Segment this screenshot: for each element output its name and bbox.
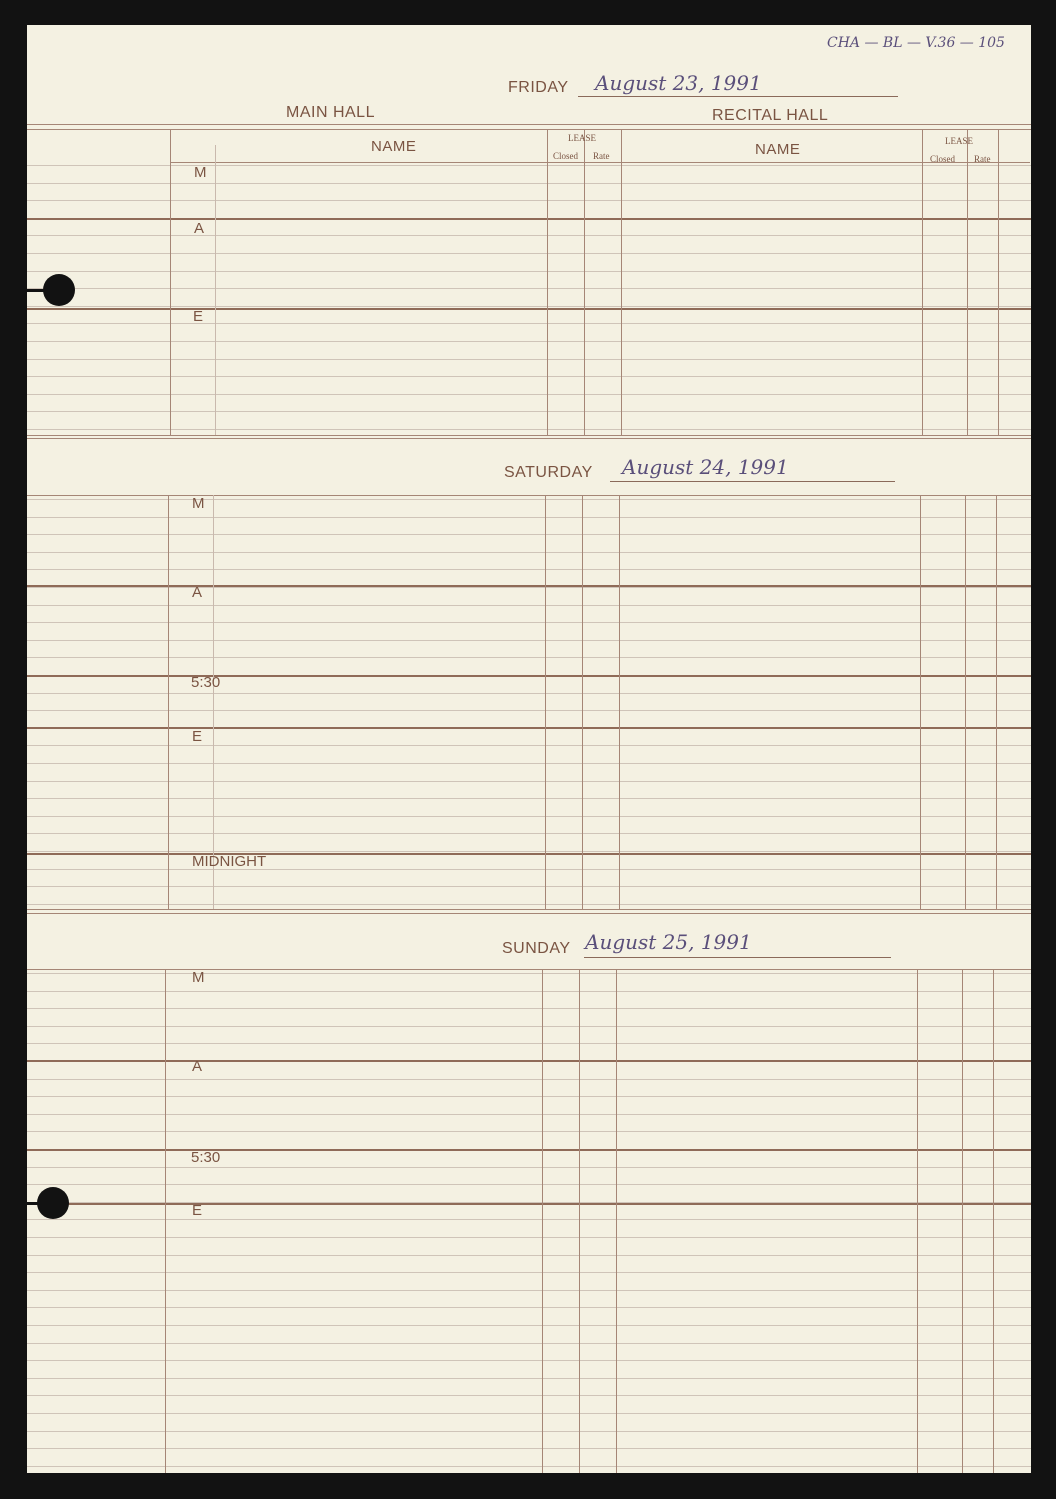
ruled-line [27, 1378, 1031, 1379]
ruled-line [27, 1466, 1031, 1467]
friday-slot-a: A [194, 220, 205, 237]
ruled-line [27, 1360, 1031, 1361]
ruled-line [27, 1255, 1031, 1256]
ruled-line [27, 124, 1031, 125]
ruled-line [27, 218, 1031, 220]
ruled-line [27, 1237, 1031, 1238]
sunday-slot-a: A [192, 1058, 203, 1075]
recital-name-header: NAME [755, 141, 801, 158]
ruled-line [27, 552, 1031, 553]
ruled-line [27, 622, 1031, 623]
ruled-line [170, 162, 1030, 163]
ruled-line [27, 499, 1031, 500]
column-rule [621, 129, 622, 435]
ruled-line [27, 904, 1031, 905]
column-rule [542, 969, 543, 1473]
ruled-line [27, 781, 1031, 782]
ruled-line [27, 587, 1031, 588]
ruled-line [27, 495, 1031, 496]
ruled-line [27, 569, 1031, 570]
binder-hole-bottom [37, 1187, 69, 1219]
ruled-line [27, 1448, 1031, 1449]
ruled-line [27, 1060, 1031, 1062]
main-name-header: NAME [371, 138, 417, 155]
column-rule [962, 969, 963, 1473]
ruled-line [27, 585, 1031, 587]
ruled-line [27, 288, 1031, 289]
ruled-line [27, 394, 1031, 395]
saturday-slot-e: E [192, 728, 203, 745]
ruled-line [27, 745, 1031, 746]
recital-closed-header: Closed [930, 154, 956, 164]
ruled-line [27, 438, 1031, 439]
ruled-line [27, 991, 1031, 992]
column-rule [616, 969, 617, 1473]
ruled-line [27, 727, 1031, 729]
recital-lease-header: LEASE [945, 136, 973, 146]
ruled-line [27, 1026, 1031, 1027]
ruled-line [27, 165, 1031, 166]
ruled-line [27, 306, 1031, 307]
ruled-line [27, 1149, 1031, 1151]
ruled-line [27, 308, 1031, 310]
date-underline [578, 96, 898, 97]
column-rule [215, 145, 216, 435]
saturday-slot-midnight: MIDNIGHT [192, 853, 267, 870]
column-rule [922, 129, 923, 435]
ruled-line [27, 657, 1031, 658]
ruled-line [27, 435, 1031, 436]
ruled-line [27, 376, 1031, 377]
column-rule [165, 969, 166, 1473]
recital-hall-heading: RECITAL HALL [712, 107, 829, 124]
ruled-line [27, 183, 1031, 184]
main-closed-header: Closed [553, 151, 579, 161]
column-rule [170, 129, 171, 435]
ruled-line [27, 1114, 1031, 1115]
saturday-slot-m: M [192, 495, 205, 512]
ruled-line [27, 640, 1031, 641]
ruled-line [27, 534, 1031, 535]
main-lease-header: LEASE [568, 133, 596, 143]
main-rate-header: Rate [593, 151, 610, 161]
ruled-line [27, 693, 1031, 694]
archive-reference: CHA — BL — V.36 — 105 [827, 35, 1005, 51]
schedule-sheet [27, 25, 1031, 1473]
ruled-line [27, 1131, 1031, 1132]
column-rule [917, 969, 918, 1473]
date-sunday: August 25, 1991 [585, 930, 752, 954]
column-rule [168, 495, 169, 909]
friday-slot-m: M [194, 164, 207, 181]
ruled-line [27, 1413, 1031, 1414]
ruled-line [27, 763, 1031, 764]
column-rule [998, 129, 999, 435]
ruled-line [27, 1203, 1031, 1205]
ruled-line [27, 1325, 1031, 1326]
ruled-line [27, 816, 1031, 817]
ruled-line [27, 913, 1031, 914]
main-hall-heading: MAIN HALL [286, 104, 375, 121]
ruled-line [27, 1184, 1031, 1185]
ruled-line [27, 1290, 1031, 1291]
ruled-line [27, 973, 1031, 974]
ruled-line [27, 200, 1031, 201]
ruled-line [27, 1431, 1031, 1432]
column-rule [996, 495, 997, 909]
ruled-line [27, 1079, 1031, 1080]
ruled-line [27, 605, 1031, 606]
ruled-line [27, 341, 1031, 342]
ruled-line [27, 833, 1031, 834]
column-rule [967, 129, 968, 435]
ruled-line [27, 235, 1031, 236]
ruled-line [27, 1272, 1031, 1273]
date-underline [584, 957, 891, 958]
ruled-line [27, 1307, 1031, 1308]
sunday-slot-m: M [192, 969, 205, 986]
friday-slot-e: E [193, 308, 204, 325]
ruled-line [27, 411, 1031, 412]
ruled-line [27, 909, 1031, 910]
ruled-line [27, 853, 1031, 855]
ruled-line [27, 359, 1031, 360]
recital-rate-header: Rate [974, 154, 991, 164]
date-underline [610, 481, 895, 482]
day-label-saturday: SATURDAY [504, 464, 593, 481]
ruled-line [27, 429, 1031, 430]
date-friday: August 23, 1991 [595, 71, 762, 95]
column-rule [965, 495, 966, 909]
column-rule [993, 969, 994, 1473]
ruled-line [27, 517, 1031, 518]
ruled-line [27, 1395, 1031, 1396]
day-label-friday: FRIDAY [508, 79, 569, 96]
day-label-sunday: SUNDAY [502, 940, 571, 957]
saturday-slot-a: A [192, 584, 203, 601]
ruled-line [27, 869, 1031, 870]
ruled-line [27, 886, 1031, 887]
ruled-line [27, 969, 1031, 970]
column-rule [545, 495, 546, 909]
column-rule [547, 129, 548, 435]
ruled-line [27, 1008, 1031, 1009]
ruled-line [27, 1167, 1031, 1168]
ruled-line [27, 1096, 1031, 1097]
column-rule [579, 969, 580, 1473]
ruled-line [27, 323, 1031, 324]
column-rule [920, 495, 921, 909]
ruled-line [27, 1219, 1031, 1220]
column-rule [584, 129, 585, 435]
sunday-slot-e: E [192, 1202, 203, 1219]
ruled-line [27, 710, 1031, 711]
ruled-line [27, 1343, 1031, 1344]
ruled-line [27, 1043, 1031, 1044]
binder-hole-top [43, 274, 75, 306]
saturday-slot-530: 5:30 [191, 674, 221, 691]
column-rule [582, 495, 583, 909]
ruled-line [27, 798, 1031, 799]
ruled-line [27, 271, 1031, 272]
ruled-line [27, 253, 1031, 254]
ruled-line [27, 851, 1031, 852]
sunday-slot-530: 5:30 [191, 1149, 221, 1166]
date-saturday: August 24, 1991 [622, 455, 789, 479]
ruled-line [27, 675, 1031, 677]
column-rule [213, 495, 214, 909]
ruled-line [27, 129, 1031, 130]
column-rule [619, 495, 620, 909]
